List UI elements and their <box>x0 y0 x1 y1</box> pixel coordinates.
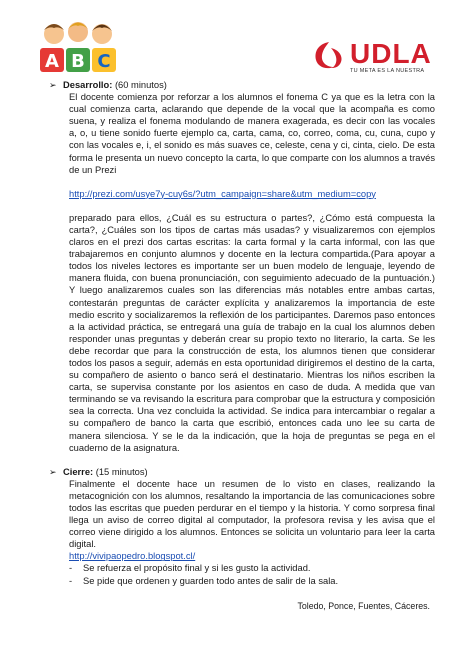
arrow-bullet-icon: ➢ <box>49 466 57 477</box>
arrow-bullet-icon: ➢ <box>49 80 57 90</box>
udla-logo <box>312 40 442 80</box>
blog-link[interactable]: http://vivipaopedro.blogspot.cl/ <box>69 551 196 562</box>
cierre-label: Cierre: <box>63 466 94 477</box>
list-item: - Se pide que ordenen y guarden todo antes de salir de la sala. <box>69 575 339 586</box>
desarrollo-paragraph-1: El docente comienza por reforzar a los alumnos el fonema C ya que es la letra con la cual comienza carta, aclarando que depende de la vocal que la acompaña es como suena, y realiza el fonema modulando de manera exagerada, es decir con las vocales a, o, u tiene sonido fuerte ejemplo ca, carta, cama, co, correo, coma, cu, cuna, cupo y con las vocales e, i, el sonido es más suaves ce, celeste, cena y ci, cinta, cielo. De esta forma le presenta un nuevo concepto la carta, lo que comparte con los alumnos a través de un Prezi <box>69 92 435 175</box>
desarrollo-label: Desarrollo: <box>63 80 113 90</box>
desarrollo-duration: (60 minutos) <box>112 80 167 90</box>
block-letter-a: A <box>45 51 59 72</box>
prezi-link[interactable]: http://prezi.com/usye7y-cuy6s/?utm_campaign=share&utm_medium=copy <box>69 188 376 199</box>
list-item: - Se refuerza el propósito final y si les gusto la actividad. <box>69 563 311 574</box>
udla-tagline: TU META ES LA NUESTRA <box>350 68 425 74</box>
cierre-duration: (15 minutos) <box>93 466 148 477</box>
desarrollo-text <box>69 91 435 454</box>
udla-wordmark: UDLA <box>350 38 432 69</box>
block-letter-c: C <box>97 51 111 72</box>
udla-flame-icon <box>312 40 346 70</box>
section-desarrollo-heading <box>51 79 435 91</box>
block-letter-b: B <box>71 51 85 72</box>
desarrollo-paragraph-2: preparado para ellos, ¿Cuál es su estructura o partes?, ¿Cómo está compuesta la carta?, ¿Cuáles son los tipos de cartas más usadas? y visualizaremos con ejemplos claros en el prezi dos cartas escritas: la carta formal y la carta informal, con las que trabajaremos en conjunto alumnos y docente en la lectura compartida.(Para apoyar a todos los niveles lectores es importante ser un buen modelo de lenguaje, leyendo de manera fluida, con buena pronunciación, con seguimiento adecuado de la puntuación.) Y luego analizaremos cuales son las diferencias más notables entre ambas cartas, contestarán preguntas de carácter explícita y analizaremos la importancia de este medio escrito y socializaremos la reflexión de los participantes. Daremos paso entonces a la actividad práctica, se entregará una guía de trabajo en la cual los alumnos deben responder unas preguntas y deberán crear su propio texto no literario, la carta. Se les debe recordar que para la construcción de esta, los alumnos tienen que considerar todos los pasos a seguir, además en esta oportunidad dirigiremos el destino de la carta, su compañero de asiento o banco será el destinatario. Mientras los niños escriben la carta, se supervisa constante por los asientos en caso de duda. A medida que van terminando se va revisando la escritura para comprobar que la estructura y composición sea la correcta. Una vez concluida la actividad. Se indica para intercambiar o regalar a su compañero de banco la carta que escribió, entonces cada uno lee su carta de manera silenciosa. Y se le da la indicación, que la hoja de preguntas se pega en el cuaderno de la asignatura. <box>69 212 435 453</box>
cierre-paragraph: Finalmente el docente hace un resumen de lo visto en clases, realizando la metacognición con los alumnos, resaltando la importancia de las comunicaciones sobre todos las escritas que pueden perdurar en el tiempo y la historia. Y como sorpresa final llega un aviso de correo digital al computador, la profesora revisa y les avisa que el correo viene dirigido a los alumnos. Entonces se solicita un voluntario para leer la carta digital. <box>69 478 435 550</box>
footer-authors: Toledo, Ponce, Fuentes, Cáceres. <box>297 601 430 611</box>
cierre-text <box>69 478 435 563</box>
section-cierre-heading <box>51 466 435 478</box>
kids-abc-blocks-logo <box>32 20 124 78</box>
cierre-bullet-list <box>69 562 435 586</box>
document-body <box>51 79 435 587</box>
